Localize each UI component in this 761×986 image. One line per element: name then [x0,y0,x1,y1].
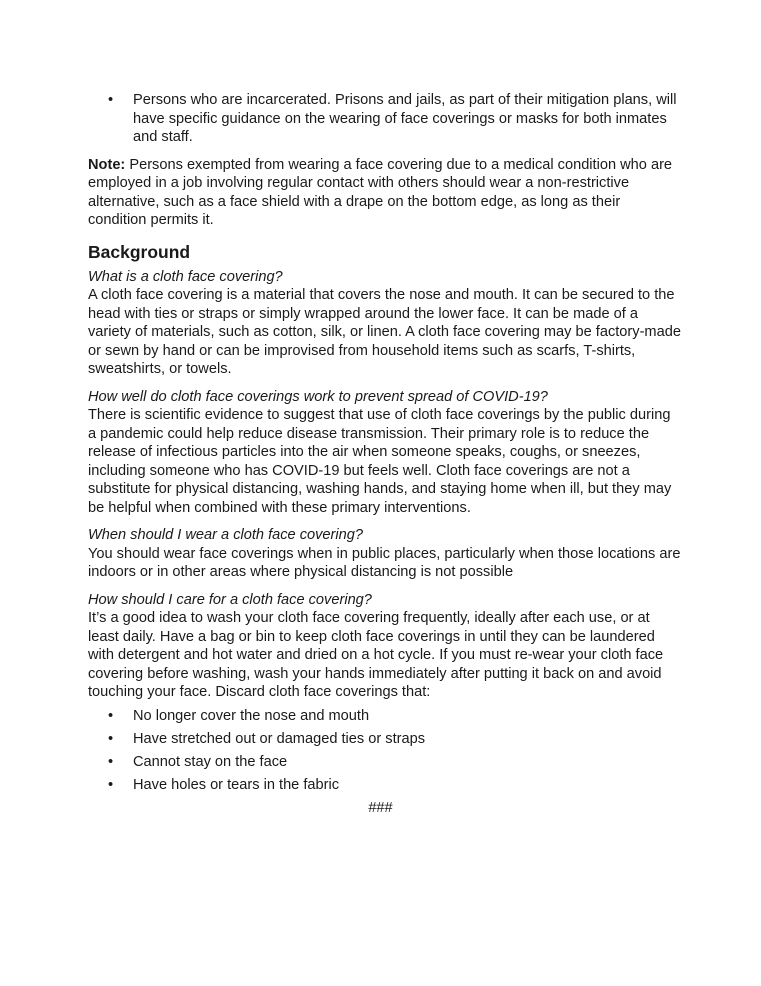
list-item-text: Have stretched out or damaged ties or straps [133,730,426,747]
list-item [88,91,681,147]
bullet-icon: • [108,753,114,770]
answer-paragraph: You should wear face coverings when in public places, particularly when those locations are indoors or in other areas where physical distancing is not possible [88,545,681,580]
list-item [88,753,681,772]
bullet-icon: • [108,707,114,724]
answer-paragraph: A cloth face covering is a material that covers the nose and mouth. It can be secured to the head with ties or straps or simply wrapped around the lower face. It can be made of a variety of materials, such as cotton, silk, or linen. A cloth face covering may be factory-made or sewn by hand or can be improvised from household items such as scarfs, T-shirts, sweatshirts, or towels. [88,287,681,377]
note-label: Note: [88,156,126,173]
list-item-text: Cannot stay on the face [133,753,288,770]
incarcerated-bullet-list [88,91,681,147]
list-item-text: Have holes or tears in the fabric [133,776,340,793]
note-text: Persons exempted from wearing a face covering due to a medical condition who are employed in a job involving regular contact with others should wear a non-restrictive alternative, such as a face shield with a drape on the bottom edge, as long as their condition permits it. [88,156,673,228]
bullet-icon: • [108,730,114,747]
question-heading: What is a cloth face covering? [88,268,283,285]
bullet-icon: • [108,776,114,793]
end-mark: ### [368,799,393,816]
list-item-text: No longer cover the nose and mouth [133,707,370,724]
answer-paragraph: There is scientific evidence to suggest that use of cloth face coverings by the public during a pandemic could help reduce disease transmission. Their primary role is to reduce the release of infectious particles into the air when someone speaks, coughs, or sneezes, including someone who has COVID-19 but feels well. Cloth face coverings are not a substitute for physical distancing, washing hands, and staying home when ill, but they may be helpful when combined with these primary interventions. [88,407,672,516]
answer-paragraph: It’s a good idea to wash your cloth face covering frequently, ideally after each use, or at least daily. Have a bag or bin to keep cloth face coverings in until they can be laundered with detergent and hot water and dried on a hot cycle. If you must re-wear your cloth face covering before washing, wash your hands immediately after putting it back on and avoid touching your face. Discard cloth face coverings that: [88,610,664,700]
discard-criteria-list [88,707,681,795]
bullet-icon: • [108,92,114,108]
question-heading: How well do cloth face coverings work to prevent spread of COVID-19? [88,388,548,405]
note-paragraph [88,156,681,230]
section-heading: Background [88,241,191,262]
question-heading: When should I wear a cloth face covering? [88,527,364,543]
question-heading: How should I care for a cloth face covering? [88,591,372,608]
list-item [88,707,681,726]
list-item [88,730,681,749]
list-item-text: Persons who are incarcerated. Prisons and jails, as part of their mitigation plans, will have specific guidance on the wearing of face coverings or masks for both inmates and staff. [133,92,677,145]
list-item [88,776,681,795]
